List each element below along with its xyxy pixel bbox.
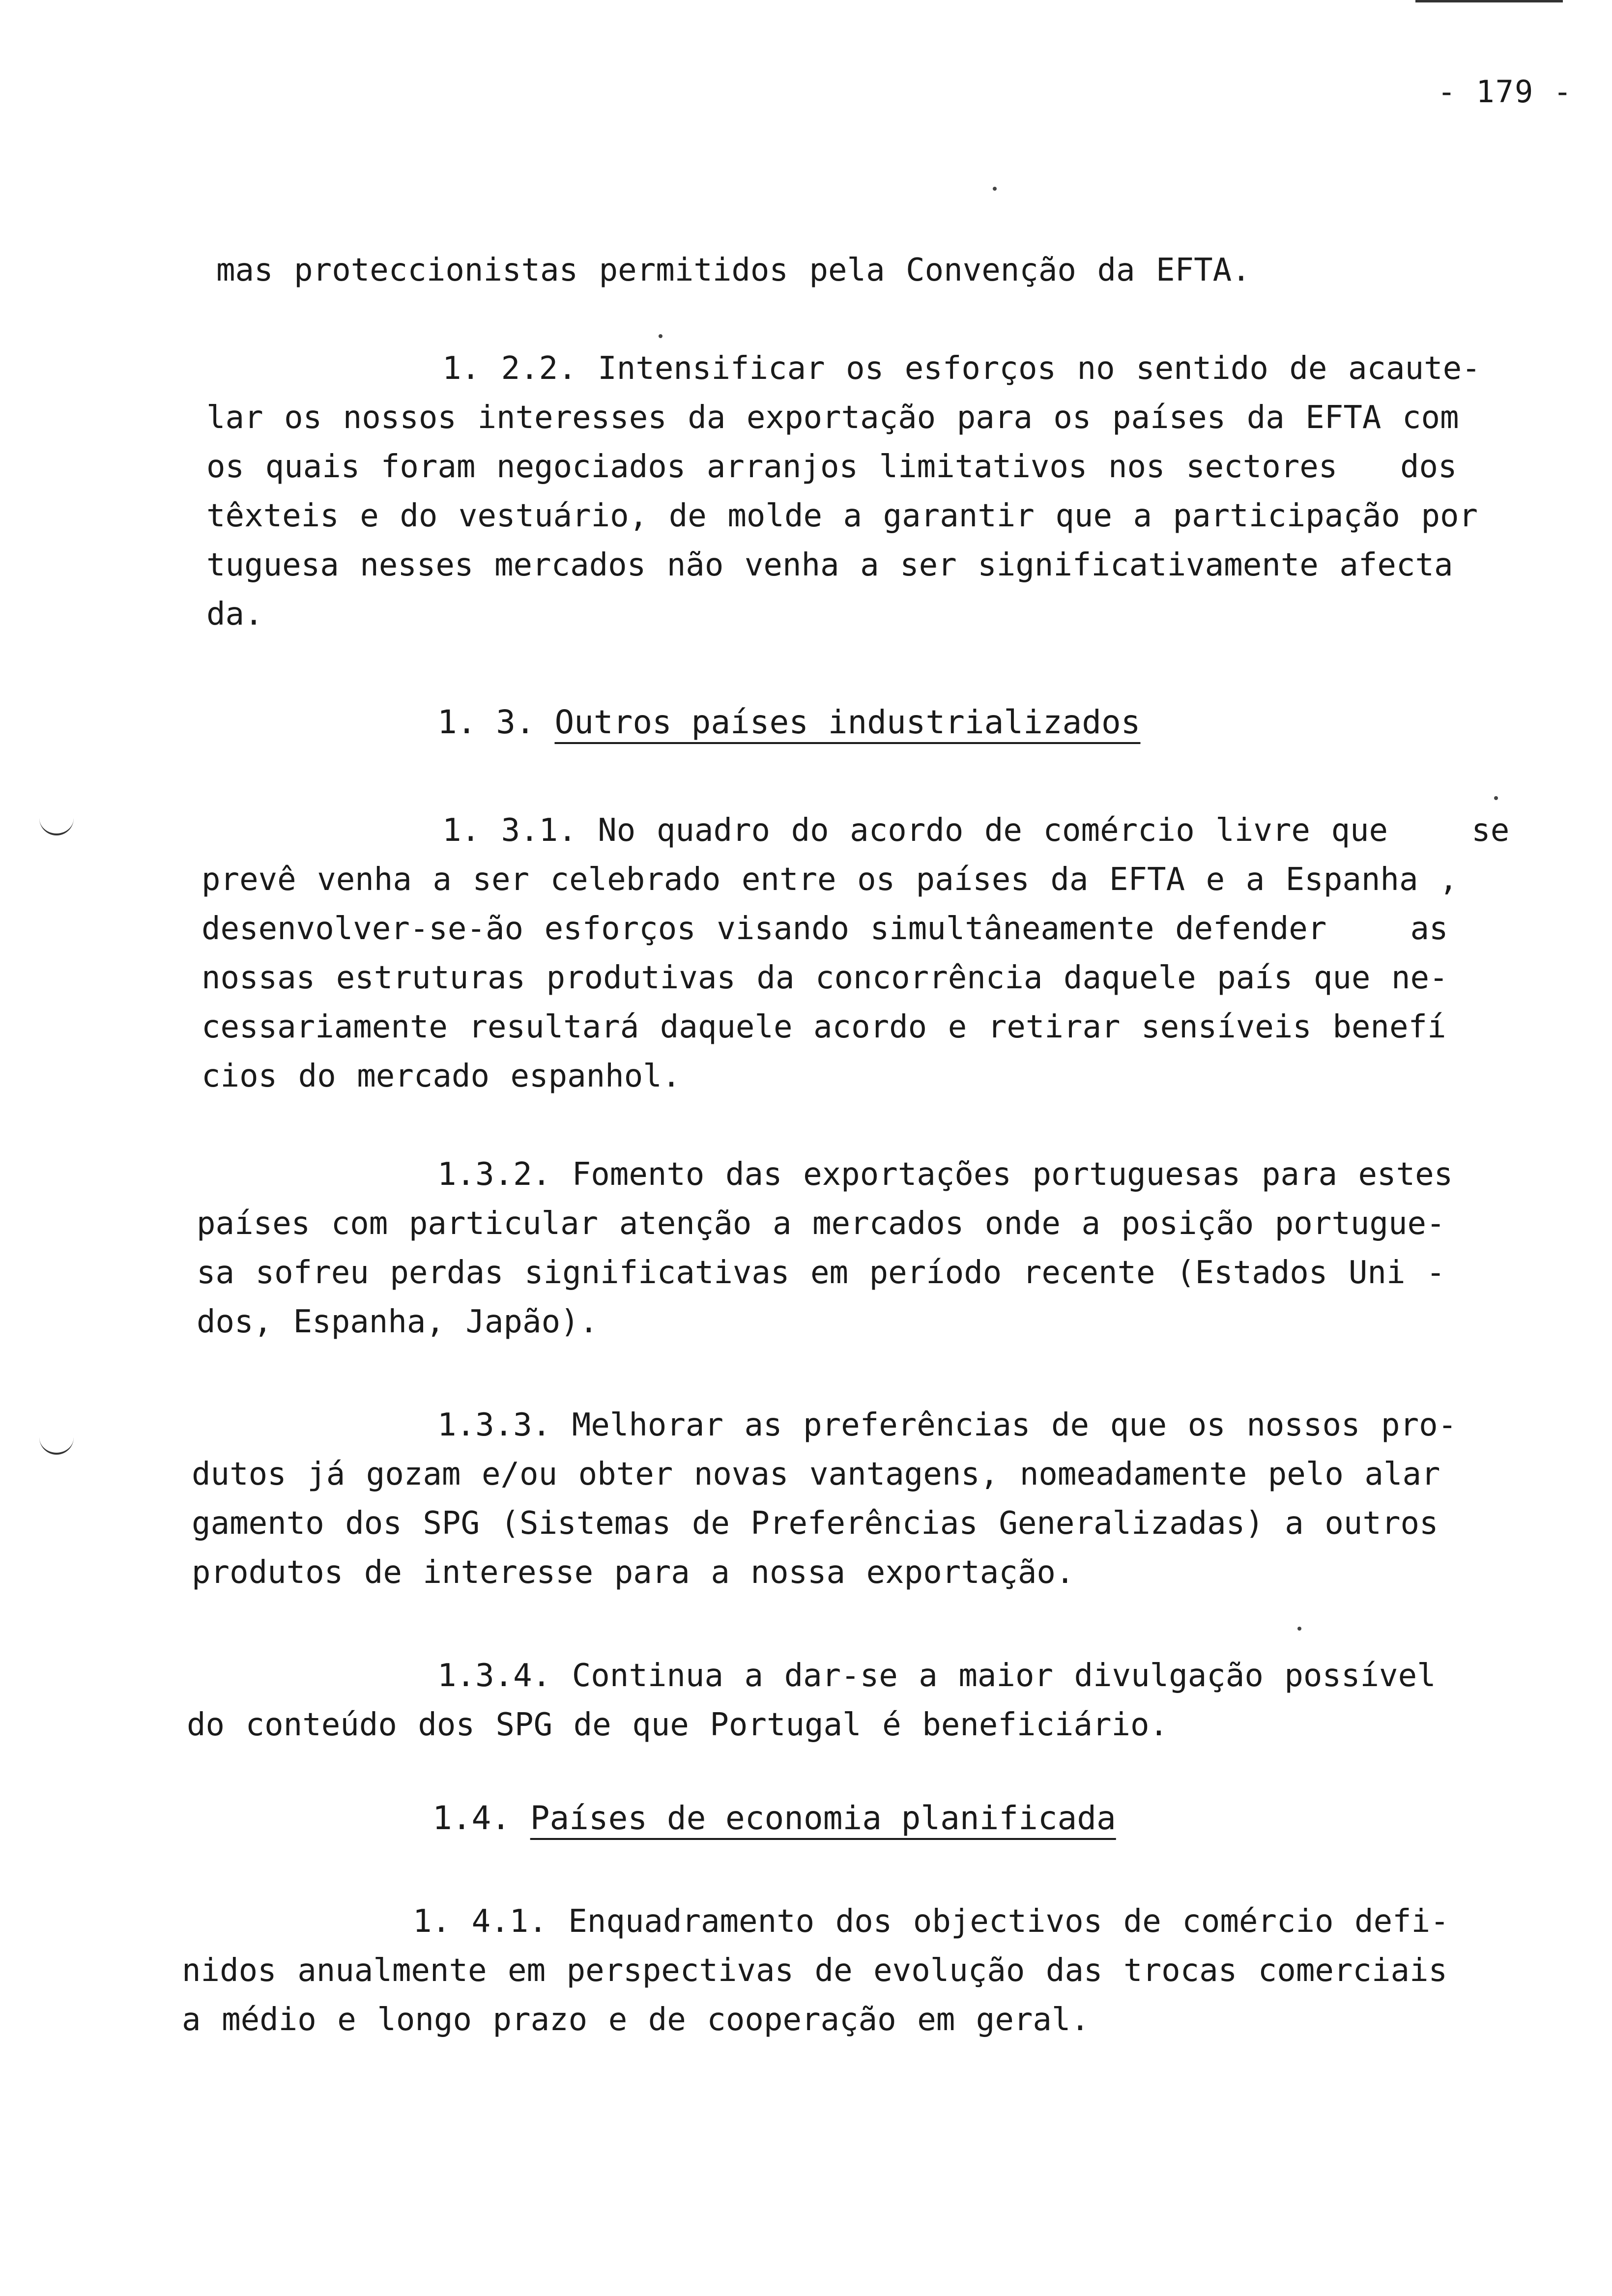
paragraph-1-3-3: 1.3.3. Melhorar as preferências de que os nossos pro- dutos já gozam e/ou obter novas vantagens, nomeadamente pelo alar gamento dos SPG (Sistemas de Preferências Generalizadas) a outros produtos de interesse para a nossa exportação. (192, 1407, 1457, 1591)
paragraph-1-3-4: 1.3.4. Continua a dar-se a maior divulgação possível do conteúdo dos SPG de que Portugal é beneficiário. (187, 1658, 1436, 1743)
section-heading-title: Outros países industrializados (554, 703, 1141, 741)
section-heading-1-3 (437, 698, 1141, 747)
paragraph-1-3-2: 1.3.2. Fomento das exportações portuguesas para estes países com particular atenção a mercados onde a posição portugue- sa sofreu perdas significativas em período recente (Estados Uni - dos, Espanha, Japão). (197, 1156, 1453, 1340)
scan-speck (659, 334, 662, 338)
scan-speck (1494, 796, 1498, 800)
top-edge-rule (1415, 0, 1563, 2)
binding-mark-icon (39, 1435, 74, 1455)
scan-speck (1297, 1627, 1301, 1631)
paragraph-1-2-2: 1. 2.2. Intensificar os esforços no sentido de acaute- lar os nossos interesses da exportação para os países da EFTA com os quais foram negociados arranjos limitativos nos sectores dos têxteis e do vestuário, de molde a garantir que a participação por tuguesa nesses mercados não venha a ser significativamente afecta da. (206, 350, 1481, 632)
paragraph-1-4-1: 1. 4.1. Enquadramento dos objectivos de comércio defi- nidos anualmente em perspectivas de evolução das trocas comerciais a médio e longo prazo e de cooperação em geral. (182, 1903, 1449, 2038)
scan-speck (993, 187, 997, 191)
section-heading-number: 1.4. (432, 1799, 511, 1837)
page-number: - 179 - (1437, 74, 1573, 110)
section-heading-title: Países de economia planificada (530, 1799, 1116, 1837)
section-heading-1-4 (432, 1794, 1116, 1843)
paragraph-continuation: mas proteccionistas permitidos pela Convenção da EFTA. (216, 252, 1251, 288)
paragraph-1-3-1: 1. 3.1. No quadro do acordo de comércio livre que se prevê venha a ser celebrado entre os países da EFTA e a Espanha , desenvolver-se-ão esforços visando simultâneamente defender as nossas estruturas produtivas da concorrência daquele país que ne- cessariamente resultará daquele acordo e retirar sensíveis benefí cios do mercado espanhol. (202, 812, 1510, 1094)
section-heading-number: 1. 3. (437, 703, 535, 741)
binding-mark-icon (39, 816, 74, 835)
